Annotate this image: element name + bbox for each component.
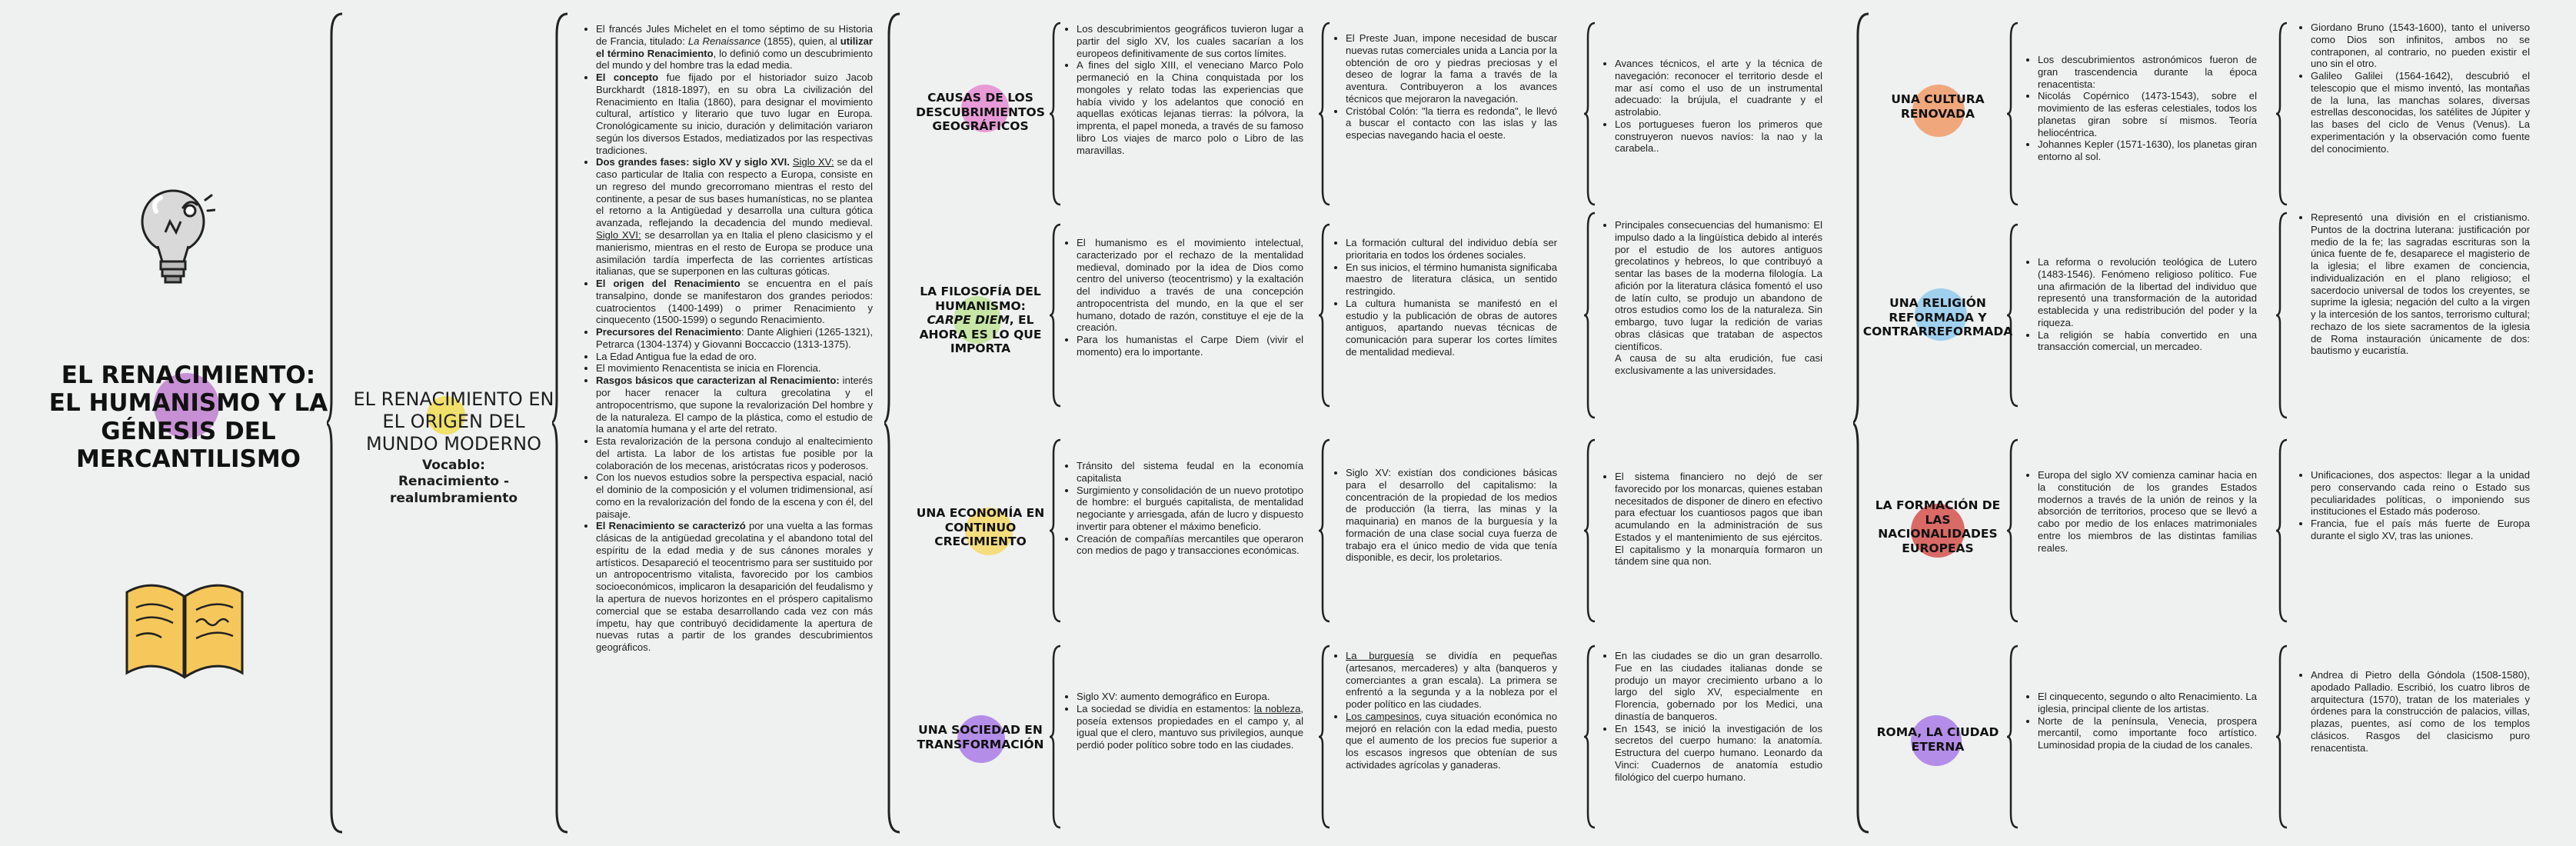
cultura-col2 <box>2299 22 2530 155</box>
religion-item: • Representó una división en el cristianismo. Puntos de la doctrina luterana: justificación por medio de la fe; las sagradas escrituras son la única fuente de fe, desaparece el magisterio de la iglesia; el libre examen de conciencia, individualización en el plano religioso; el sacerdocio universal de todos los creyentes, se suprime la iglesia; negación del culto a la virgen y la intercesión de los santos, terrorismo cultural; rechazo de los siete sacramentos de la iglesia de Roma instauración únicamente de dos: bautismo y eucaristía. <box>2311 212 2530 357</box>
vocab-label: Vocablo: <box>422 458 485 473</box>
open-book-icon <box>119 573 250 688</box>
main-title: EL RENACIMIENTO: EL HUMANISMO Y LA GÉNESIS DEL MERCANTILISMO <box>48 361 328 473</box>
intro-column <box>584 23 873 654</box>
naciones-col1 <box>2026 469 2257 554</box>
brace <box>2007 644 2019 829</box>
filosofia-title: LA FILOSOFÍA DEL HUMANISMO: CARPE DIEM, EL AHORA ES LO QUE IMPORTA <box>919 285 1042 356</box>
brace <box>2276 644 2288 829</box>
brace <box>1584 644 1596 829</box>
sociedad-col1 <box>1065 691 1303 751</box>
brace <box>884 12 903 834</box>
vocab-value: Renacimiento - realumbramiento <box>389 474 518 506</box>
sociedad-item: • Los campesinos, cuya situación económica no mejoró en relación con la edad media, puesto que el aumento de los precios fue superior a los escasos ingresos que obtenían de sus actividades agrícolas y ganaderas. <box>1346 711 1557 771</box>
economia-item: • Siglo XV: existían dos condiciones básicas para el desarrollo del capitalismo: la concentración de la propiedad de los medios de producción (la tierra, las minas y la maquinaria) en manos de la burguesía y la formación de una clase social cuya fuerza de trabajo era el único medio de vida que tenía disponible, es decir, los proletarios. <box>1346 467 1557 564</box>
sociedad-item: • En las ciudades se dio un gran desarrollo. Fue en las ciudades italianas donde se produjo un mayor crecimiento urbano a lo largo del siglo XV, especialmente en Florencia, gobernado por los Medici, una dinastía de banqueros. <box>1615 650 1822 723</box>
filosofia-col2 <box>1334 237 1557 358</box>
intro-item: • Con los nuevos estudios sobre la perspectiva espacial, nació el dominio de la composición y el volumen tridimensional, así como en la revalorización del fondo de la escena y con él, del paisaje. <box>596 471 873 520</box>
brace <box>1584 22 1596 206</box>
naciones-item: • Europa del siglo XV comienza caminar hacia en la constitución de los grandes Estados modernos a través de la unión de reinos y la absorción de territorios, proceso que se llevó a cabo por medio de los enlaces matrimoniales entre los miembros de las distintas familias reales. <box>2038 469 2257 554</box>
religion-col1 <box>2026 256 2257 353</box>
brace <box>1050 438 1062 623</box>
sociedad-item: • La burguesía se dividía en pequeñas (artesanos, mercaderes) y alta (banqueros y comerciantes a gran escala). La primera se enfrentó a la segunda y a la nobleza por el poder político en las ciudades. <box>1346 650 1557 711</box>
economia-item: • Surgimiento y consolidación de un nuevo prototipo de hombre: el burgués capitalista, de mentalidad negociante y arriesgada, afán de lucro y dispuesto invertir para obtener el máximo beneficio. <box>1077 485 1303 533</box>
naciones-title: LA FORMACIÓN DE LAS NACIONALIDADES EUROPEAS <box>1875 498 2001 555</box>
roma-item: • Andrea di Pietro della Góndola (1508-1580), apodado Palladio. Escribió, los cuatro libros de arquitectura (1570), tratan de los materiales y órdenes para la construcción de palacios, villas, plazas, puentes, así como de los templos clásicos. Rasgos del clasicismo puro renacentista. <box>2311 669 2530 754</box>
cultura-item: • Galileo Galilei (1564-1642), descubrió el telescopio que el mismo inventó, las montañas de la luna, las manchas solares, diversas estrellas desconocidas, los satélites de Júpiter y las bases del ciclo de Venus (Venus). La experimentación y la observación como fuente del conocimiento. <box>2311 70 2530 155</box>
causas-title: CAUSAS DE LOS DESCUBRIMIENTOS GEOGRÁFICOS <box>916 91 1045 134</box>
brace <box>1319 22 1331 206</box>
intro-item: • El Renacimiento se caracterizó por una vuelta a las formas clásicas de la antigüedad grecolatina y el abandono total del espíritu de la edad media y de sus cánones morales y artísticos. Desapareció el teocentrismo para ser sustituido por un antropocentrismo vitalista, favorecido por los cambios socioeconómicos, implicaron la desaparición del feudalismo y la apertura de nuevos horizontes en el próspero capitalismo comercial que se estaba desarrollando cada vez con más ímpetu, hay que contribuyó decididamente la apertura de nuevas rutas a partir de los grandes descubrimientos geográficos. <box>596 520 873 653</box>
causas-item: • Avances técnicos, el arte y la técnica de navegación: reconocer el territorio desde el mar así como el uso de un instrumental adecuado: la brújula, el cuadrante y el astrolabio. <box>1615 58 1822 118</box>
subtitle: EL RENACIMIENTO EN EL ORIGEN DEL MUNDO MODERNO <box>353 388 554 455</box>
brace <box>1584 212 1596 419</box>
sociedad-item: • La sociedad se dividía en estamentos: la nobleza, poseía extensos propiedades en el campo y, al igual que el clero, mantuvo sus privilegios, aunque perdió poder político sobre todo en las ciudades. <box>1077 703 1303 751</box>
roma-title: ROMA, LA CIUDAD ETERNA <box>1876 725 1999 754</box>
filosofia-col3 <box>1603 219 1822 377</box>
brace <box>1050 644 1062 829</box>
economia-item: • Tránsito del sistema feudal en la economía capitalista <box>1077 460 1303 485</box>
brace <box>2276 22 2288 206</box>
cultura-item: • Nicolás Copérnico (1473-1543), sobre el movimiento de las esferas celestiales, todos los planetas giran sobre sí mismos. Teoría heliocéntrica. <box>2038 90 2257 138</box>
sociedad-col2 <box>1334 650 1557 771</box>
brace <box>1319 644 1331 829</box>
economia-item: • Creación de compañías mercantiles que operaron con medios de pago y transacciones económicas. <box>1077 533 1303 558</box>
causas-item: • Los descubrimientos geográficos tuvieron lugar a partir del siglo XV, los cuales sacarían a los europeos definitivamente de sus cortos límites. <box>1077 23 1303 59</box>
economia-title: UNA ECONOMÍA EN CONTINUO CRECIMIENTO <box>916 506 1045 549</box>
sociedad-col3 <box>1603 650 1822 783</box>
brace <box>2276 438 2288 623</box>
causas-col2 <box>1334 32 1557 142</box>
brace <box>2007 22 2019 206</box>
cultura-item: • Los descubrimientos astronómicos fueron de gran trascendencia durante la época renacentista: <box>2038 54 2257 90</box>
naciones-item: • Francia, fue el país más fuerte de Europa durante el siglo XV, tras las uniones. <box>2311 518 2530 542</box>
naciones-col2 <box>2299 469 2530 542</box>
roma-col1 <box>2026 691 2257 751</box>
filosofia-tail: A causa de su alta erudición, fue casi exclusivamente a las universidades. <box>1615 352 1822 377</box>
filosofia-col1 <box>1065 237 1303 358</box>
naciones-item: • Unificaciones, dos aspectos: llegar a la unidad pero conservando cada reino o Estado sus peculiaridades políticas, o imponiendo sus instituciones el Estado más poderoso. <box>2311 469 2530 518</box>
cultura-item: • Johannes Kepler (1571-1630), los planetas giran entorno al sol. <box>2038 138 2257 163</box>
intro-item: • El origen del Renacimiento se encuentra en el país transalpino, donde se manifestaron dos grandes periodos: cuatrocientos (1400-1499) o primer Renacimiento y cinquecento (1500-1599) o segundo Renacimiento. <box>596 278 873 326</box>
vocab <box>361 458 546 507</box>
economia-col2 <box>1334 467 1557 564</box>
religion-col2 <box>2299 212 2530 357</box>
sociedad-item: • Siglo XV: aumento demográfico en Europa. <box>1077 691 1303 703</box>
roma-item: • El cinquecento, segundo o alto Renacimiento. La iglesia, principal cliente de los artistas. <box>2038 691 2257 715</box>
filosofia-item: • La formación cultural del individuo debía ser prioritaria en todos los órdenes sociales. <box>1346 237 1557 261</box>
religion-title: UNA RELIGIÓN REFORMADA Y CONTRARREFORMADA <box>1862 296 2013 339</box>
filosofia-item: • En sus inicios, el término humanista significaba maestro de literatura clásica, un sentido restringido. <box>1346 261 1557 298</box>
intro-item: • Dos grandes fases: siglo XV y siglo XVI. Siglo XV: se da el caso particular de Italia con respecto a Europa, consiste en un regreso del mundo grecorromano mientras el resto del continente, a pesar de sus bases humanísticas, no se plantea el retorno a la Antigüedad y desarrolla una cultura gótica avanzada, reflejando la decadencia del mundo medieval. Siglo XVI: se desarrollan ya en Italia el pleno clasicismo y el manierismo, mientras en el resto de Europa se produce una asimilación tardía imperfecta de las corrientes artísticas italianas, que se superponen en las culturas góticas. <box>596 156 873 278</box>
religion-item: • La religión se había convertido en una transacción comercial, un mercadeo. <box>2038 329 2257 354</box>
cultura-title: UNA CULTURA RENOVADA <box>1891 92 1985 121</box>
brace <box>1584 438 1596 623</box>
economia-item: • El sistema financiero no dejó de ser favorecido por los monarcas, quienes estaban necesitados de disponer de dinero en efectivo para efectuar los cuantiosos pagos que iban acumulando en la administración de sus Estados y el mantenimiento de sus ejércitos. El capitalismo y la monarquía formaron un tándem sine qua non. <box>1615 471 1822 568</box>
intro-item: • El concepto fue fijado por el historiador suizo Jacob Burckhardt (1818-1897), en su obra La civilización del Renacimiento en Italia (1860), para designar el movimiento cultural, artístico y literario que tuvo lugar en Europa. Cronológicamente su inicio, duración y delimitación variaron según los diversos Estados, mediatizados por las respectivas tradiciones. <box>596 72 873 156</box>
causas-item: • Los portugueses fueron los primeros que construyeron nuevos navíos: la nao y la carabela.. <box>1615 118 1822 155</box>
lightbulb-icon <box>135 185 215 304</box>
brace <box>1319 223 1331 408</box>
intro-item: • Rasgos básicos que caracterizan al Renacimiento: interés por hacer renacer la cultura grecolatina y el antropocentrismo, que supone la revalorización Del hombre y de la naturaleza. El campo de la plástica, como el estudio de la anatomía humana y el arte del retrato. <box>596 375 873 435</box>
sociedad-item: • En 1543, se inició la investigación de los secretos del cuerpo humano: la anatomía. Estructura del cuerpo humano. Leonardo da Vinci: Cuadernos de anatomía estudio filológico del cuerpo humano. <box>1615 723 1822 784</box>
filosofia-item: • El humanismo es el movimiento intelectual, caracterizado por el rechazo de la mentalidad medieval, dominado por la idea de Dios como centro del universo (teocentrismo) y la exaltación del individuo a través de una concepción antropocentrista del mundo, en la que el ser humano, dotado de razón, constituye el eje de la creación. <box>1077 237 1303 334</box>
cultura-item: • Giordano Bruno (1543-1600), tanto el universo como Dios son infinitos, ambos no se contraponen, al contrario, no pueden existir el uno sin el otro. <box>2311 22 2530 70</box>
cultura-col1 <box>2026 54 2257 163</box>
brace <box>1853 12 1872 834</box>
sociedad-title: UNA SOCIEDAD EN TRANSFORMACIÓN <box>917 723 1044 751</box>
intro-item: • La Edad Antigua fue la edad de oro. <box>596 351 873 363</box>
roma-item: • Norte de la península, Venecia, prospera mercantil, como importante foco artístico. Luminosidad propia de la ciudad de los canales. <box>2038 715 2257 751</box>
causas-col1 <box>1065 23 1303 156</box>
brace <box>2276 212 2288 419</box>
filosofia-item: • Para los humanistas el Carpe Diem (vivir el momento) era lo importante. <box>1077 334 1303 358</box>
intro-item: • Esta revalorización de la persona condujo al enaltecimiento del artista. La labor de los artistas fue posible por la colaboración de los mecenas, aristócratas ricos y poderosos. <box>596 435 873 471</box>
economia-col1 <box>1065 460 1303 557</box>
causas-col3 <box>1603 58 1822 155</box>
brace <box>1050 223 1062 408</box>
brace <box>1050 22 1062 206</box>
roma-col2 <box>2299 669 2530 754</box>
intro-item: • Precursores del Renacimiento: Dante Alighieri (1265-1321), Petrarca (1304-1374) y Giovanni Boccaccio (1313-1375). <box>596 326 873 351</box>
filosofia-item: • La cultura humanista se manifestó en el estudio y la publicación de obras de autores antiguos, apartando nuevas técnicas de comunicación para superar los cortes límites de mentalidad medieval. <box>1346 298 1557 358</box>
filosofia-item: • Principales consecuencias del humanismo: El impulso dado a la lingüística debido al interés por el estudio de los autores antiguos grecolatinos y hebreos, lo que contribuyó a sentar las bases de la moderna filología. La afición por la literatura clásica fomentó el uso de latín culto, se produjo un abandono de otros estudios como los de la naturaleza. Sin embargo, tuvo lugar la redición de varias obras clásicas que trataban de aspectos científicos. <box>1615 219 1822 352</box>
causas-item: • El Preste Juan, impone necesidad de buscar nuevas rutas comerciales unida a Lancia por la obtención de oro y piedras preciosas y el deseo de lograr la fama a través de la aventura. Contribuyeron a los avances técnicos que mejoraron la navegación. <box>1346 32 1557 105</box>
brace <box>2007 438 2019 623</box>
causas-item: • Cristóbal Colón: "la tierra es redonda", le llevó a buscar el contacto con las islas y las especias navegando hacia el oeste. <box>1346 105 1557 142</box>
intro-item: • El francés Jules Michelet en el tomo séptimo de su Historia de Francia, titulado: La Renaissance (1855), quien, al utilizar el término Renacimiento, lo definió como un descubrimiento del mundo y del hombre tras la edad media. <box>596 23 873 72</box>
religion-item: • La reforma o revolución teológica de Lutero (1483-1546). Fenómeno religioso político. Fue una afirmación de la libertad del individuo que representó una transformación de la autoridad establecida y una redistribución del poder y la riqueza. <box>2038 256 2257 329</box>
economia-col3 <box>1603 471 1822 568</box>
brace <box>1319 438 1331 623</box>
causas-item: • A fines del siglo XIII, el veneciano Marco Polo permaneció en la China conquistada por los mongoles y relato todas las experiencias que había vivido y los adelantos que conoció en aquellas exóticas lejanas tierras: la pólvora, la imprenta, el papel moneda, a través de su famoso libro Los viajes de marco polo o Libro de las maravillas. <box>1077 59 1303 156</box>
intro-item: • El movimiento Renacentista se inicia en Florencia. <box>596 362 873 375</box>
